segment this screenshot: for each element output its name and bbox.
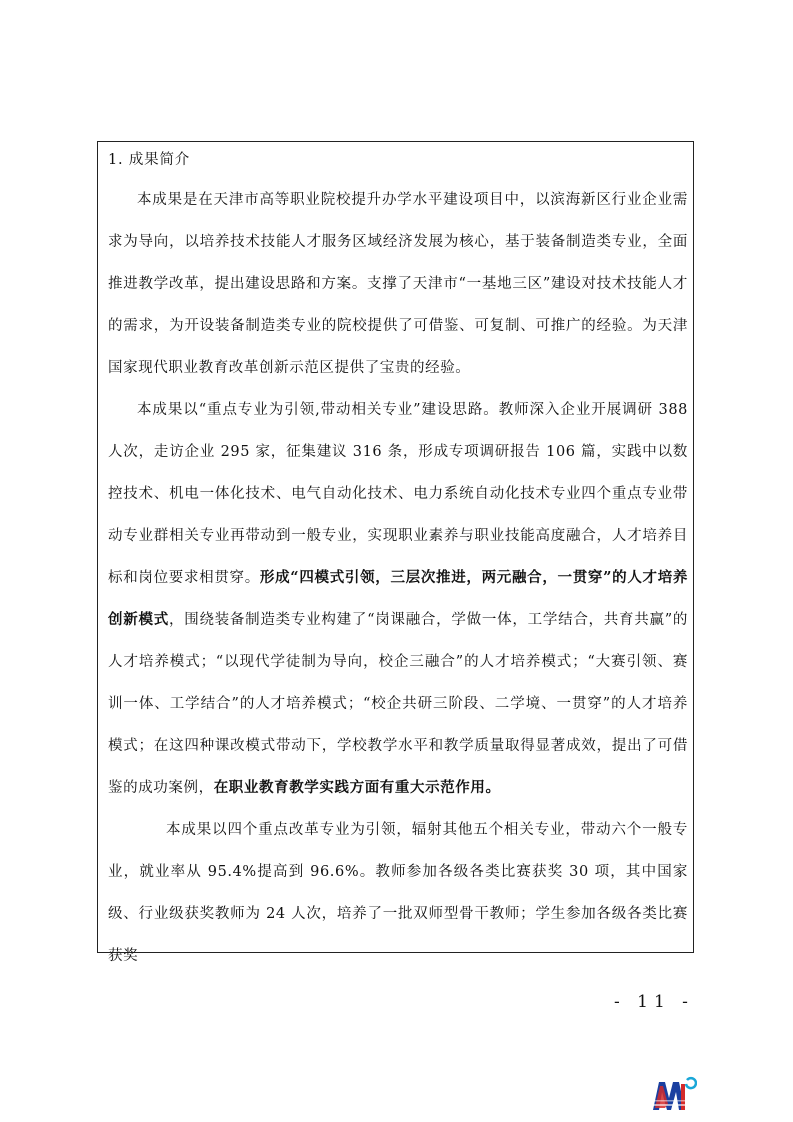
- section-heading: 1. 成果简介: [108, 152, 191, 168]
- content-frame: [97, 141, 694, 964]
- publisher-logo-icon: [651, 1074, 697, 1112]
- paragraph-2: [108, 389, 688, 809]
- document-body: [108, 145, 688, 977]
- paragraph-3: 本成果以四个重点改革专业为引领，辐射其他五个相关专业，带动六个一般专业，就业率从 95.4%提高到 96.6%。教师参加各级各类比赛获奖 30 项，其中国家级、行业级获奖教师为 24 人次，培养了一批双师型骨干教师；学生参加各级各类比赛获奖: [108, 822, 688, 964]
- paragraph-2-part-a: 本成果以“重点专业为引领,带动相关专业”建设思路。教师深入企业开展调研 388 人次，走访企业 295 家，征集建议 316 条，形成专项调研报告 106 篇，实践中以数控技术、机电一体化技术、电气自动化技术、电力系统自动化技术专业四个重点专业带动专业群相关专业再带动到一般专业，实现职业素养与职业技能高度融合，人才培养目标和岗位要求相贯穿。: [108, 402, 688, 586]
- paragraph-2-bold-demo: 在职业教育教学实践方面有重大示范作用。: [213, 779, 501, 796]
- page-number: - 11 -: [614, 992, 694, 1012]
- paragraph-2-bold-model: 形成“四模式引领，三层次推进，两元融合，一贯穿”的人才培养创新模式: [108, 569, 689, 628]
- paragraph-1: 本成果是在天津市高等职业院校提升办学水平建设项目中，以滨海新区行业企业需求为导向，以培养技术技能人才服务区域经济发展为核心，基于装备制造类专业，全面推进教学改革，提出建设思路和方案。支撑了天津市“一基地三区”建设对技术技能人才的需求，为开设装备制造类专业的院校提供了可借鉴、可复制、可推广的经验。为天津国家现代职业教育改革创新示范区提供了宝贵的经验。: [108, 192, 688, 376]
- paragraph-2-part-c: ，围绕装备制造类专业构建了“岗课融合，学做一体，工学结合，共育共赢”的人才培养模式；“以现代学徒制为导向，校企三融合”的人才培养模式；“大赛引领、赛训一体、工学结合”的人才培养模式；“校企共研三阶段、二学境、一贯穿”的人才培养模式；在这四种课改模式带动下，学校教学水平和教学质量取得显著成效，提出了可借鉴的成功案例，: [108, 612, 689, 796]
